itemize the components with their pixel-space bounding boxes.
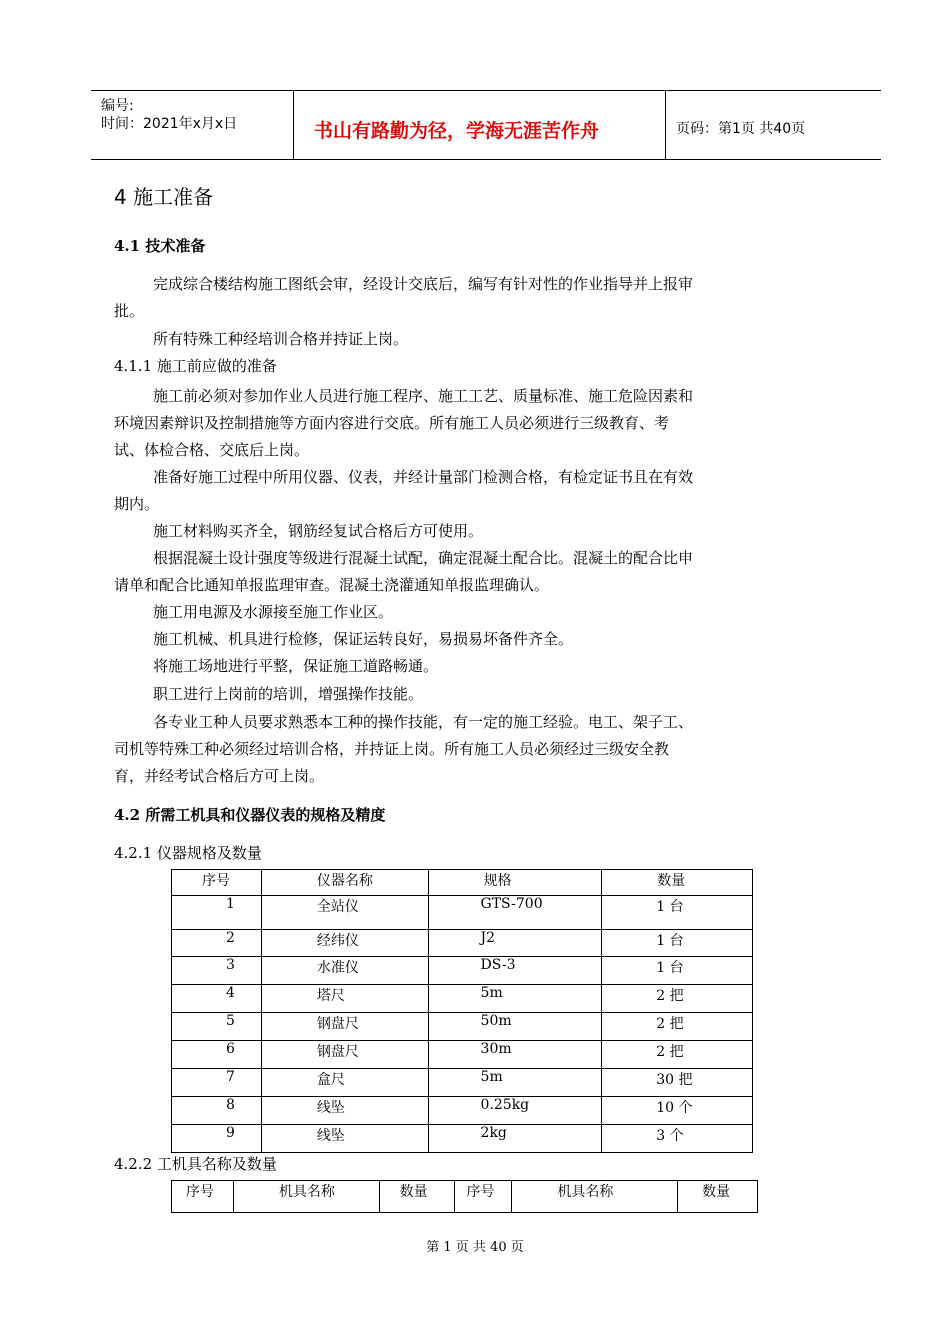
paragraph-line: 完成综合楼结构施工图纸会审，经设计交底后，编写有针对性的作业指导并上报审 [153,275,694,293]
table-header-cell: 序号 [454,1181,512,1213]
table-cell: 1 [172,896,262,930]
table-cell: 2 把 [602,1041,753,1069]
table-cell: 9 [172,1125,262,1153]
table-cell: 0.25kg [428,1097,602,1125]
paragraph-line: 施工机械、机具进行检修，保证运转良好，易损易坏备件齐全。 [153,630,574,648]
paragraph-line: 施工材料购买齐全，钢筋经复试合格后方可使用。 [153,522,484,540]
table-cell: 30 把 [602,1069,753,1097]
heading-4-2: 4.2 所需工机具和仪器仪表的规格及精度 [114,806,386,824]
table-cell: 盒尺 [261,1069,428,1097]
table-row [172,1125,753,1153]
table-cell: 塔尺 [261,985,428,1013]
page-label: 页码：第1页 共40页 [676,121,806,137]
paragraph-line: 所有特殊工种经培训合格并持证上岗。 [153,330,409,348]
table-cell: 3 个 [602,1125,753,1153]
table-cell: 4 [172,985,262,1013]
table-cell: 2 把 [602,1013,753,1041]
paragraph-line: 施工前必须对参加作业人员进行施工程序、施工工艺、质量标准、施工危险因素和 [153,387,694,405]
table-cell: 8 [172,1097,262,1125]
table-header-cell: 机具名称 [512,1181,678,1213]
table-header-cell: 仪器名称 [261,870,428,896]
tool-table [171,1180,758,1213]
paragraph-line: 各专业工种人员要求熟悉本工种的操作技能，有一定的施工经验。电工、架子工、 [153,713,694,731]
table-cell: 经纬仪 [261,930,428,957]
heading-4-2-1: 4.2.1 仪器规格及数量 [114,844,262,862]
paragraph-line: 期内。 [114,495,160,513]
table-cell: 线坠 [261,1097,428,1125]
table-cell: 5 [172,1013,262,1041]
table-row [172,1013,753,1041]
table-cell: 1 台 [602,930,753,957]
table-header-cell: 序号 [172,870,262,896]
section-title: 4 施工准备 [114,185,214,209]
table-cell: DS-3 [428,957,602,985]
paragraph-line: 司机等特殊工种必须经过培训合格，并持证上岗。所有施工人员必须经过三级安全教 [114,740,670,758]
paragraph-line: 准备好施工过程中所用仪器、仪表，并经计量部门检测合格，有检定证书且在有效 [153,468,694,486]
table-cell: 30m [428,1041,602,1069]
number-label: 编号: [101,98,134,114]
table-header-cell: 数量 [602,870,753,896]
paragraph-line: 批。 [114,302,145,320]
table-row [172,930,753,957]
time-label: 时间：2021年x月x日 [101,116,238,132]
table-cell: 水准仪 [261,957,428,985]
table-cell: 5m [428,1069,602,1097]
table-row [172,1069,753,1097]
paragraph-line: 请单和配合比通知单报监理审查。混凝土浇灌通知单报监理确认。 [114,576,550,594]
table-row [172,1041,753,1069]
table-cell: 10 个 [602,1097,753,1125]
table-cell: 全站仪 [261,896,428,930]
heading-4-1-1: 4.1.1 施工前应做的准备 [114,357,277,375]
table-cell: 2kg [428,1125,602,1153]
table-cell: 1 台 [602,957,753,985]
motto-text: 书山有路勤为径，学海无涯苦作舟 [314,120,600,142]
header-motto [294,91,666,159]
table-cell: J2 [428,930,602,957]
paragraph-line: 职工进行上岗前的培训，增强操作技能。 [153,685,424,703]
table-row [172,896,753,930]
page-header [91,90,881,160]
page-footer: 第 1 页 共 40 页 [426,1240,524,1255]
table-row [172,957,753,985]
heading-4-2-2: 4.2.2 工机具名称及数量 [114,1155,277,1173]
table-cell: 2 把 [602,985,753,1013]
table-cell: 2 [172,930,262,957]
table-header-cell: 序号 [172,1181,234,1213]
heading-4-1: 4.1 技术准备 [114,237,206,255]
table-row [172,985,753,1013]
table-cell: 1 台 [602,896,753,930]
header-meta [91,91,294,159]
paragraph-line: 环境因素辩识及控制措施等方面内容进行交底。所有施工人员必须进行三级教育、考 [114,414,670,432]
paragraph-line: 育，并经考试合格后方可上岗。 [114,767,325,785]
table-row [172,1097,753,1125]
table-cell: 5m [428,985,602,1013]
table-cell: 7 [172,1069,262,1097]
table-cell: 线坠 [261,1125,428,1153]
paragraph-line: 将施工场地进行平整，保证施工道路畅通。 [153,657,439,675]
table-header-cell: 数量 [678,1181,758,1213]
table-header-row [172,1181,758,1213]
table-cell: GTS-700 [428,896,602,930]
header-page [666,91,881,159]
table-cell: 3 [172,957,262,985]
table-header-row [172,870,753,896]
paragraph-line: 试、体检合格、交底后上岗。 [114,441,310,459]
table-cell: 钢盘尺 [261,1041,428,1069]
table-header-cell: 数量 [379,1181,454,1213]
table-cell: 50m [428,1013,602,1041]
paragraph-line: 根据混凝土设计强度等级进行混凝土试配，确定混凝土配合比。混凝土的配合比申 [153,549,694,567]
paragraph-line: 施工用电源及水源接至施工作业区。 [153,603,394,621]
table-cell: 6 [172,1041,262,1069]
instrument-table [171,869,753,1153]
table-header-cell: 机具名称 [233,1181,379,1213]
table-header-cell: 规格 [428,870,602,896]
table-cell: 钢盘尺 [261,1013,428,1041]
